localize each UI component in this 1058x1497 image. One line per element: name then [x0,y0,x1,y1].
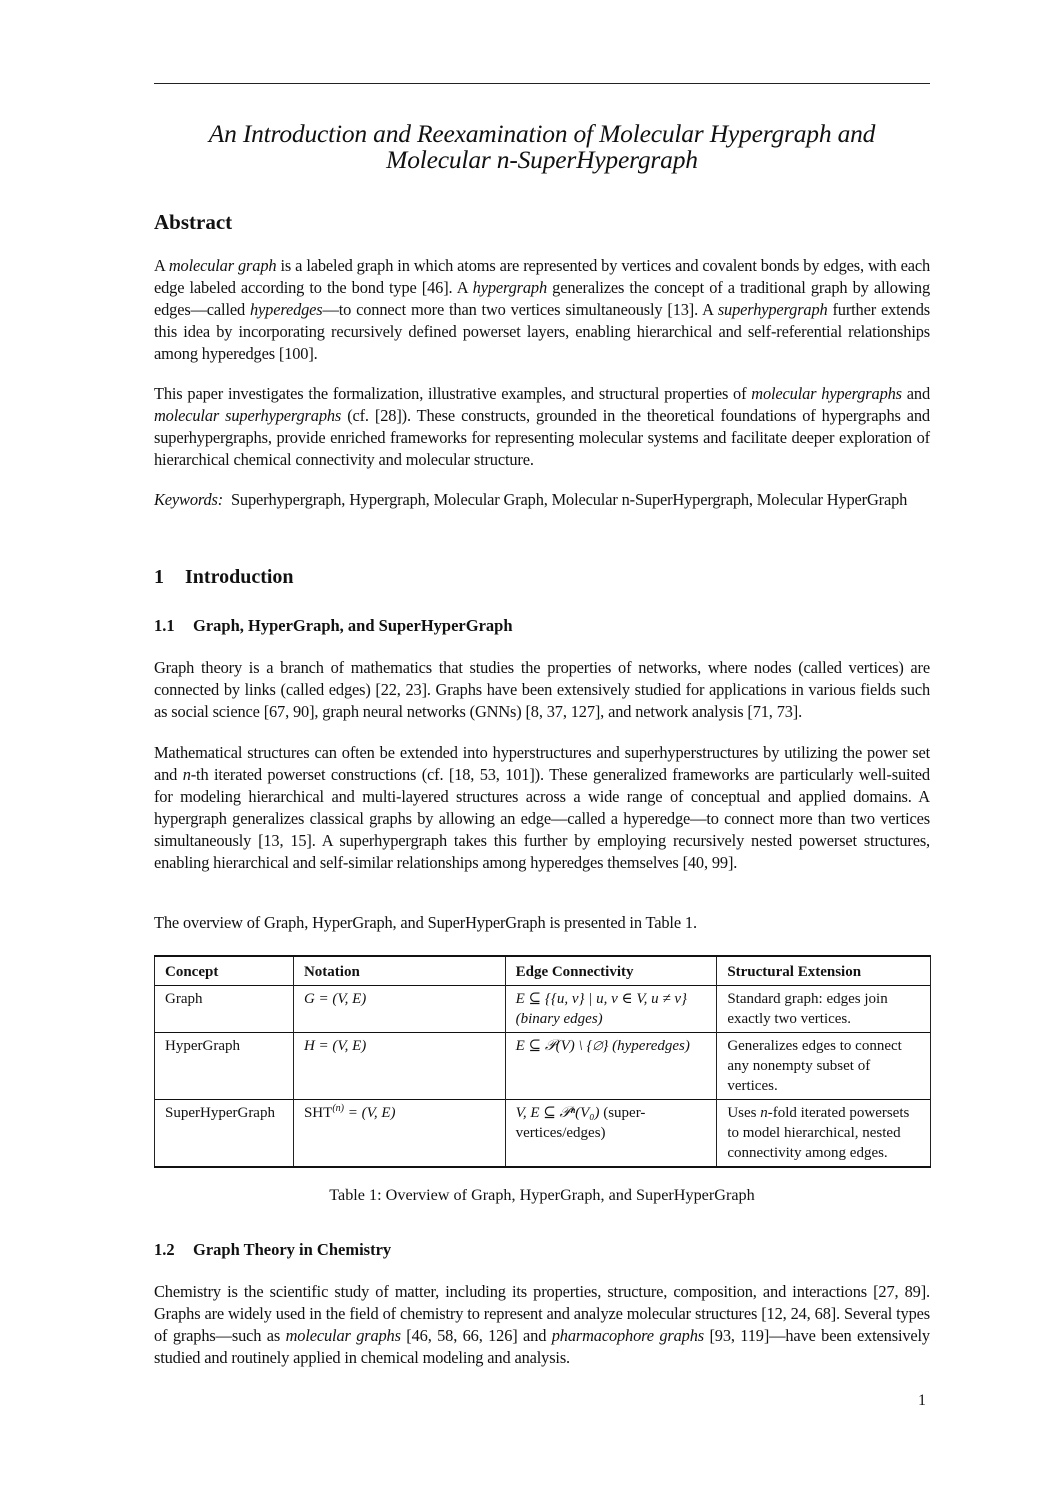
table-row [155,1033,931,1100]
emphasis: molecular graph [168,256,277,275]
emphasis: hypergraph [472,278,548,297]
table-row [155,1100,931,1168]
section-title: Introduction [185,566,294,588]
subsection-heading-1-1 [154,616,513,636]
cell-concept: SuperHyperGraph [155,1100,294,1168]
title-line-2: Molecular n-SuperHypergraph [386,145,698,174]
text: A [154,256,169,275]
cell-concept: Graph [155,986,294,1033]
edge-math: V, E ⊆ 𝒫ⁿ(V₀) [515,1105,600,1121]
text: Uses [727,1105,761,1121]
text: [93, 119]—have been extensively studied and routinely applied in chemical modeling and analysis. [154,1326,930,1367]
keywords-label: Keywords: [154,490,224,509]
section-number: 1 [154,566,164,588]
title-line-1: An Introduction and Reexamination of Molecular Hypergraph and [208,119,876,148]
column-header: Edge Connectivity [505,956,717,986]
table-header-row [155,956,931,986]
cell-notation: G = (V, E) [293,986,505,1033]
emphasis: molecular hypergraphs [751,384,902,403]
edge-text: (super-vertices/edges) [515,1105,646,1141]
column-header: Notation [293,956,505,986]
table-row [155,986,931,1033]
cell-structural-extension: Generalizes edges to connect any nonempty subset of vertices. [717,1033,931,1100]
text: -fold iterated powersets to model hierarchical, nested connectivity among edges. [727,1105,910,1161]
chemistry-paragraph [154,1281,930,1369]
column-header: Concept [155,956,294,986]
cell-edge-connectivity: E ⊆ {{u, v} | u, v ∈ V, u ≠ v} (binary edges) [505,986,717,1033]
text: and [901,384,930,403]
text: [46, 58, 66, 126] and [400,1326,552,1345]
text: generalizes the concept of a traditional graph by allowing edges—called [154,278,930,319]
emphasis: molecular graphs [285,1326,401,1345]
subsection-number: 1.2 [154,1240,175,1259]
text: further extends this idea by incorporating recursively defined powerset layers, enabling hierarchical and self-referential relationships among hyperedges [100]. [154,300,930,363]
text: Mathematical structures can often be extended into hyperstructures and superhyperstructures by utilizing the power set and [154,743,930,784]
paper-title [154,121,930,173]
emphasis: superhypergraph [717,300,828,319]
emphasis: molecular superhypergraphs [154,406,342,425]
page-number: 1 [918,1392,926,1409]
emphasis: hyperedges [249,300,323,319]
notation-superscript: (n) [332,1103,344,1114]
subsection-title: Graph Theory in Chemistry [193,1240,392,1259]
cell-notation [293,1100,505,1168]
emphasis: n [182,765,191,784]
cell-concept: HyperGraph [155,1033,294,1100]
subsection-number: 1.1 [154,616,175,635]
column-header: Structural Extension [717,956,931,986]
cell-edge-connectivity [505,1100,717,1168]
table-caption: Table 1: Overview of Graph, HyperGraph, and SuperHyperGraph [329,1186,755,1204]
subsection-heading-1-2 [154,1240,391,1260]
text: This paper investigates the formalization, illustrative examples, and structural properties of [154,384,752,403]
text: —to connect more than two vertices simultaneously [13]. A [322,300,718,319]
subsection-title: Graph, HyperGraph, and SuperHyperGraph [193,616,513,635]
text: -th iterated powerset constructions (cf. [18, 53, 101]). These generalized frameworks are particularly well-suited for modeling hierarchical and multi-layered structures across a wide range of conceptual and applied domains. A hypergraph generalizes classical graphs by allowing an edge—called a hyperedge—to connect more than two vertices simultaneously [13, 15]. A superhypergraph takes this further by employing recursively nested powerset structures, enabling hierarchical and self-similar relationships among hyperedges themselves [40, 99]. [154,765,930,872]
notation-rest: = (V, E) [343,1105,396,1121]
overview-table [154,955,931,1168]
text: is a labeled graph in which atoms are represented by vertices and covalent bonds by edges, with each edge labeled according to the bond type [46]. A [154,256,931,297]
intro-paragraph-2 [154,742,930,874]
abstract-paragraph-1 [154,255,930,365]
cell-notation: H = (V, E) [293,1033,505,1100]
keywords-list: Superhypergraph, Hypergraph, Molecular Graph, Molecular n-SuperHypergraph, Molecular HyperGraph [230,490,908,509]
intro-paragraph-1: Graph theory is a branch of mathematics that studies the properties of networks, where nodes (called vertices) are connected by links (called edges) [22, 23]. Graphs have been extensively studied for applications in various fields such as social science [67, 90], graph neural networks (GNNs) [8, 37, 127], and network analysis [71, 73]. [154,658,930,721]
text: Chemistry is the scientific study of matter, including its properties, structure, composition, and interactions [27, 89]. Graphs are widely used in the field of chemistry to represent and analyze molecular structures [12, 24, 68]. Several types of graphs—such as [154,1282,930,1345]
emphasis: n [760,1105,768,1121]
abstract-paragraph-2 [154,383,930,471]
abstract-heading: Abstract [154,210,233,234]
cell-edge-connectivity: E ⊆ 𝒫(V) \ {∅} (hyperedges) [505,1033,717,1100]
cell-structural-extension [717,1100,931,1168]
header-rule [154,83,930,84]
notation-base: SHT [303,1105,333,1121]
cell-structural-extension: Standard graph: edges join exactly two vertices. [717,986,931,1033]
keywords [154,489,930,511]
section-heading-introduction [154,566,294,589]
intro-paragraph-3: The overview of Graph, HyperGraph, and SuperHyperGraph is presented in Table 1. [154,913,697,932]
emphasis: pharmacophore graphs [551,1326,704,1345]
text: (cf. [28]). These constructs, grounded in the theoretical foundations of hypergraphs and superhypergraphs, provide enriched frameworks for representing molecular systems and facilitate deeper exploration of hierarchical chemical connectivity and molecular structure. [154,406,930,469]
